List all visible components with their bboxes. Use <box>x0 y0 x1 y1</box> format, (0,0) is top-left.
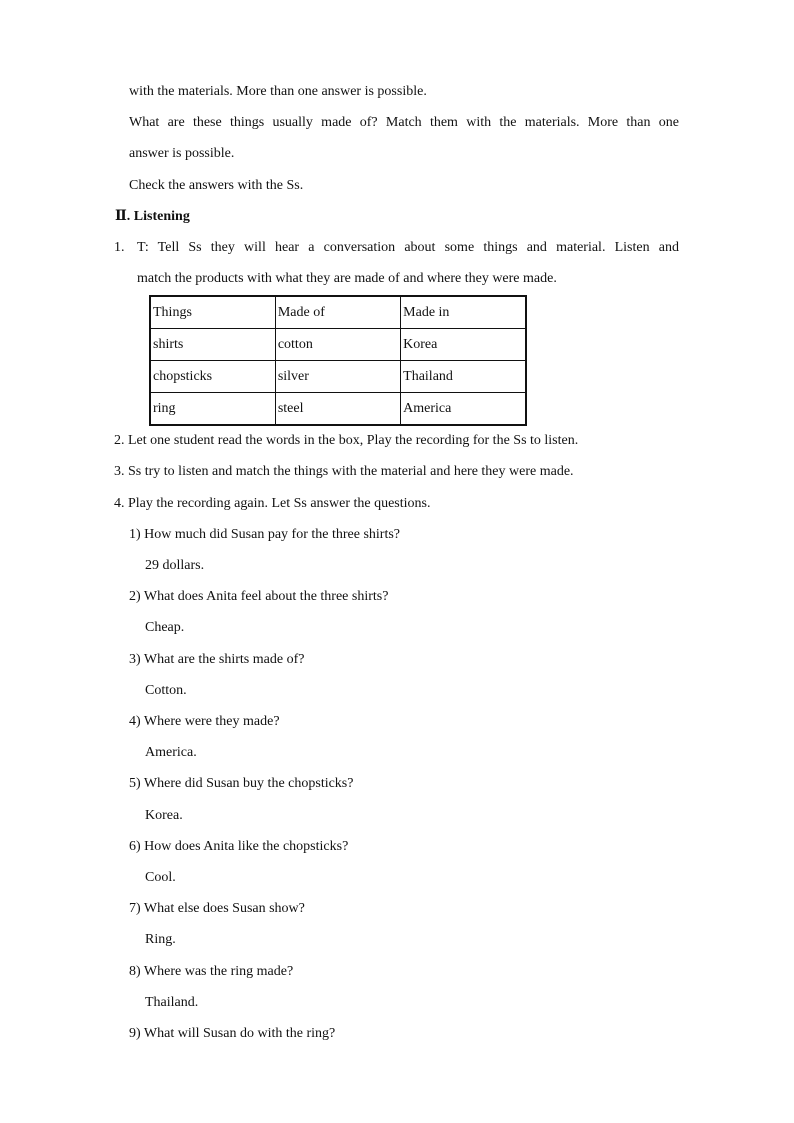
section-heading: Ⅱ. Listening <box>115 209 190 224</box>
step-2: 2. Let one student read the words in the box, Play the recording for the Ss to listen. <box>114 433 579 448</box>
intro-line-2: What are these things usually made of? Match them with the materials. More than one <box>129 115 679 130</box>
table-cell: cotton <box>275 329 400 361</box>
step-1-line-1: T: Tell Ss they will hear a conversation about some things and material. Listen and <box>137 240 679 255</box>
answer-2: Cheap. <box>145 620 185 635</box>
intro-line-4: Check the answers with the Ss. <box>129 178 304 193</box>
table-cell: shirts <box>150 329 275 361</box>
table-header-cell: Made of <box>275 296 400 329</box>
table-cell: silver <box>275 361 400 393</box>
answer-6: Cool. <box>145 870 176 885</box>
step-1-line-2: match the products with what they are made of and where they were made. <box>137 271 557 286</box>
table-cell: Korea <box>401 329 526 361</box>
table-row <box>150 329 526 361</box>
answer-5: Korea. <box>145 808 183 823</box>
table-cell: ring <box>150 393 275 426</box>
table-header-cell: Made in <box>401 296 526 329</box>
intro-line-3: answer is possible. <box>129 146 235 161</box>
table-row <box>150 361 526 393</box>
step-3: 3. Ss try to listen and match the things with the material and here they were made. <box>114 464 574 479</box>
question-4: 4) Where were they made? <box>129 714 280 729</box>
step-4: 4. Play the recording again. Let Ss answer the questions. <box>114 496 431 511</box>
answer-8: Thailand. <box>145 995 199 1010</box>
answer-4: America. <box>145 745 197 760</box>
table-row <box>150 393 526 426</box>
question-7: 7) What else does Susan show? <box>129 901 305 916</box>
table-cell: chopsticks <box>150 361 275 393</box>
table-cell: steel <box>275 393 400 426</box>
intro-line-1: with the materials. More than one answer is possible. <box>129 84 427 99</box>
question-5: 5) Where did Susan buy the chopsticks? <box>129 776 354 791</box>
question-1: 1) How much did Susan pay for the three shirts? <box>129 527 400 542</box>
table-header-cell: Things <box>150 296 275 329</box>
question-6: 6) How does Anita like the chopsticks? <box>129 839 349 854</box>
table-header-row <box>150 296 526 329</box>
things-materials-table <box>149 295 527 426</box>
step-1-number: 1. <box>114 240 125 255</box>
table-cell: America <box>401 393 526 426</box>
table-cell: Thailand <box>401 361 526 393</box>
answer-3: Cotton. <box>145 683 187 698</box>
question-9: 9) What will Susan do with the ring? <box>129 1026 336 1041</box>
question-8: 8) Where was the ring made? <box>129 964 294 979</box>
question-2: 2) What does Anita feel about the three shirts? <box>129 589 389 604</box>
question-3: 3) What are the shirts made of? <box>129 652 305 667</box>
answer-1: 29 dollars. <box>145 558 205 573</box>
answer-7: Ring. <box>145 932 176 947</box>
